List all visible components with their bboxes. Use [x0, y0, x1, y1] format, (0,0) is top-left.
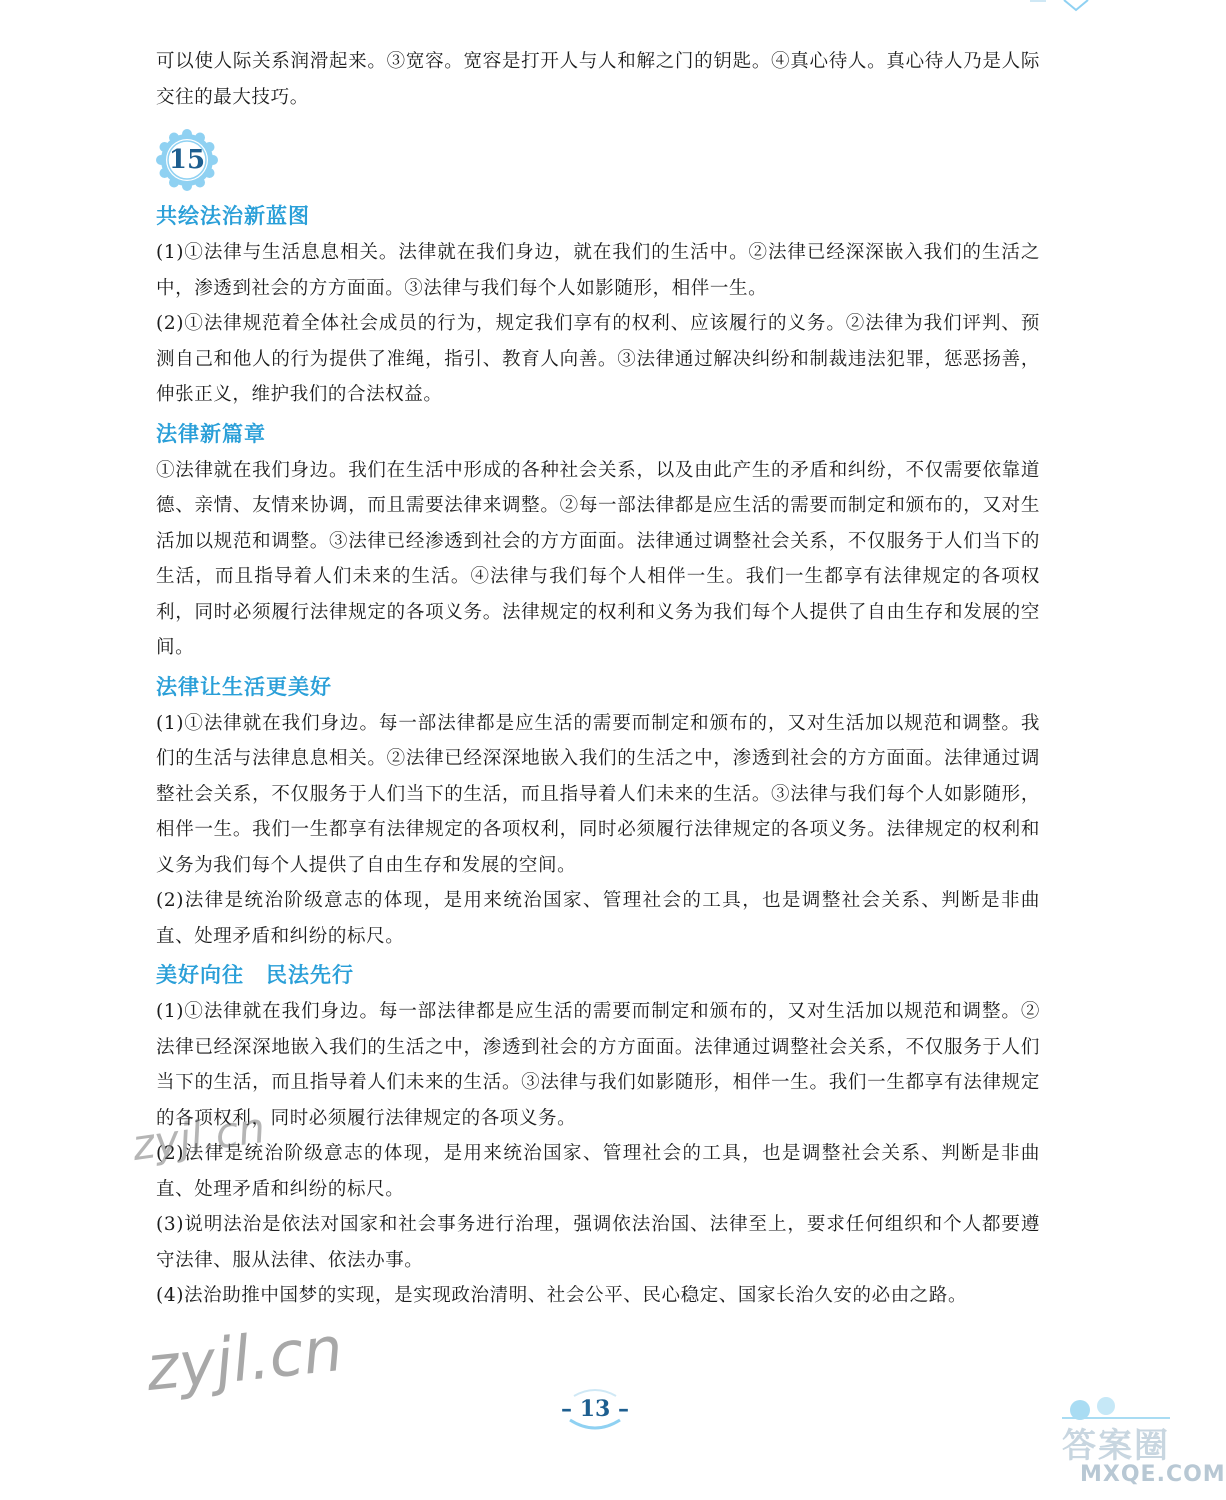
section-paragraph: (2)法律是统治阶级意志的体现，是用来统治国家、管理社会的工具，也是调整社会关系、判断是非曲直、处理矛盾和纠纷的标尺。 — [156, 1143, 1040, 1200]
intro-paragraph: 可以使人际关系润滑起来。③宽容。宽容是打开人与人和解之门的钥匙。④真心待人。真心待人乃是人际交往的最大技巧。 — [156, 51, 1040, 108]
watermark: zyjl.cn — [142, 1311, 347, 1406]
section-paragraph: (3)说明法治是依法对国家和社会事务进行治理，强调依法治国、法律至上，要求任何组织和个人都要遵守法律、服从法律、依法办事。 — [156, 1214, 1040, 1271]
corner-logo: 答案圈 — [1062, 1426, 1170, 1466]
corner-url: MXQE.COM — [1080, 1462, 1226, 1487]
section-paragraph: (1)①法律就在我们身边。每一部法律都是应生活的需要而制定和颁布的，又对生活加以规范和调整。我们的生活与法律息息相关。②法律已经深深地嵌入我们的生活之中，渗透到社会的方方面面。法律通过调整社会关系，不仅服务于人们当下的生活，而且指导着人们未来的生活。③法律与我们每个人如影随形，相伴一生。我们一生都享有法律规定的各项权利，同时必须履行法律规定的各项义务。法律规定的权利和义务为我们每个人提供了自由生存和发展的空间。 — [156, 712, 1040, 876]
section-paragraph: (2)①法律规范着全体社会成员的行为，规定我们享有的权利、应该履行的义务。②法律为我们评判、预测自己和他人的行为提供了准绳，指引、教育人向善。③法律通过解决纠纷和制裁违法犯罪，惩恶扬善，伸张正义，维护我们的合法权益。 — [156, 313, 1040, 405]
section-paragraph: (1)①法律与生活息息相关。法律就在我们身边，就在我们的生活中。②法律已经深深嵌入我们的生活之中，渗透到社会的方方面面。③法律与我们每个人如影随形，相伴一生。 — [156, 242, 1040, 299]
section-paragraph: ①法律就在我们身边。我们在生活中形成的各种社会关系，以及由此产生的矛盾和纠纷，不仅需要依靠道德、亲情、友情来协调，而且需要法律来调整。②每一部法律都是应生活的需要而制定和颁布的，又对生活加以规范和调整。③法律已经渗透到社会的方方面面。法律通过调整社会关系，不仅服务于人们当下的生活，而且指导着人们未来的生活。④法律与我们每个人相伴一生。我们一生都享有法律规定的各项权利，同时必须履行法律规定的各项义务。法律规定的权利和义务为我们每个人提供了自由生存和发展的空间。 — [156, 459, 1040, 658]
section-4 — [156, 958, 1040, 1314]
corner-chevron-icon — [1030, 0, 1170, 16]
page-number-badge — [560, 1386, 630, 1432]
section-heading: 法律让生活更美好 — [156, 674, 332, 699]
section-paragraph: (1)①法律就在我们身边。每一部法律都是应生活的需要而制定和颁布的，又对生活加以规范和调整。②法律已经深深地嵌入我们的生活之中，渗透到社会的方方面面。法律通过调整社会关系，不仅服务于人们当下的生活，而且指导着人们未来的生活。③法律与我们如影随形，相伴一生。我们一生都享有法律规定的各项权利，同时必须履行法律规定的各项义务。 — [156, 1001, 1040, 1129]
section-heading: 美好向往 民法先行 — [156, 963, 354, 987]
section-3 — [156, 670, 1040, 955]
section-heading: 共绘法治新蓝图 — [156, 204, 310, 228]
section-badge — [156, 129, 218, 191]
section-heading: 法律新篇章 — [156, 421, 266, 446]
badge-number: 15 — [168, 145, 206, 175]
section-2 — [156, 417, 1040, 666]
section-1 — [156, 199, 1040, 413]
watermark: zyjl.cn — [129, 1102, 269, 1171]
section-paragraph: (2)法律是统治阶级意志的体现，是用来统治国家、管理社会的工具，也是调整社会关系、判断是非曲直、处理矛盾和纠纷的标尺。 — [156, 890, 1040, 947]
page-number: – 13 – — [561, 1396, 629, 1422]
content — [156, 44, 1040, 1314]
section-paragraph: (4)法治助推中国梦的实现，是实现政治清明、社会公平、民心稳定、国家长治久安的必由之路。 — [156, 1285, 968, 1306]
